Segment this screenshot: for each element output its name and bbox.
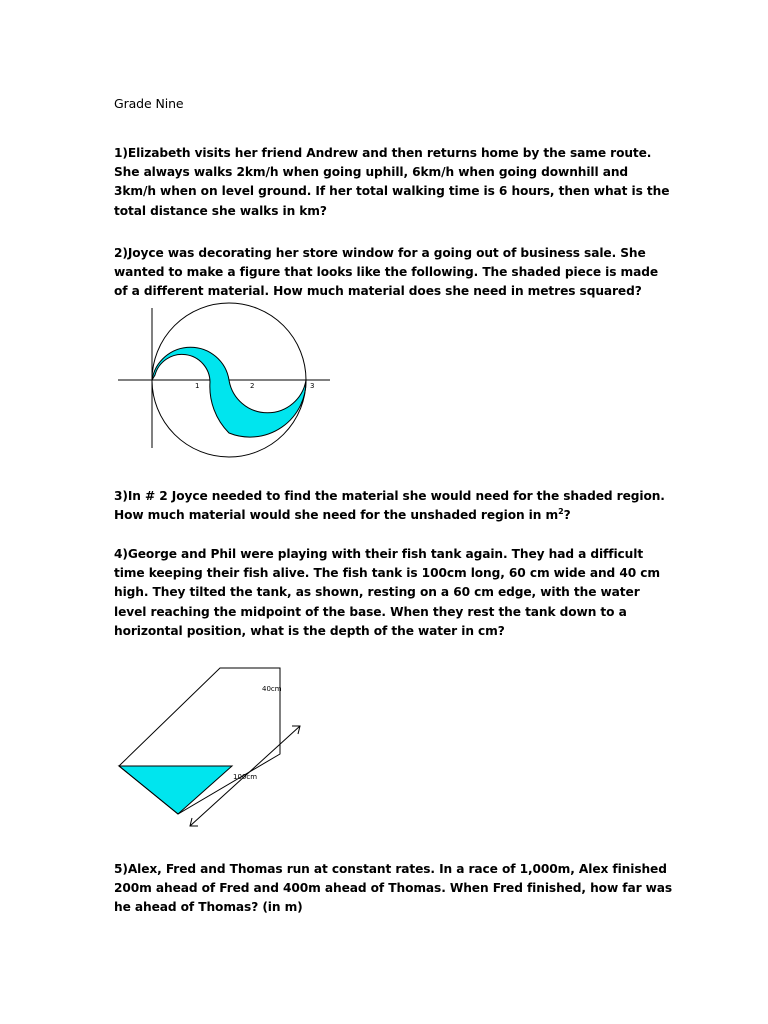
question-4: 4)George and Phil were playing with their fish tank again. They had a difficult time keeping their fish alive. The fish tank is 100cm long, 60 cm wide and 40 cm high. They tilted the tank, as shown, resting on a 60 cm edge, with the water level reaching the midpoint of the base. When they rest the tank down to a horizontal position, what is the depth of the water in cm?: [114, 547, 660, 638]
length-label: 100cm: [233, 773, 258, 781]
height-label: 40cm: [262, 685, 282, 693]
tilted-tank-figure: [100, 664, 320, 834]
water-region: [119, 766, 232, 814]
question-5: 5)Alex, Fred and Thomas run at constant rates. In a race of 1,000m, Alex finished 200m ahead of Fred and 400m ahead of Thomas. When Fred finished, how far was he ahead of Thomas? (in m): [114, 862, 673, 915]
tick-label-2: 2: [250, 382, 255, 390]
question-3-end: ?: [563, 508, 571, 523]
question-2: 2)Joyce was decorating her store window for a going out of business sale. She wanted to make a figure that looks like the following. The shaded piece is made of a different material. How much material does she need in metres squared?: [114, 246, 659, 299]
tick-label-1: 1: [195, 382, 200, 390]
question-3-text: 3)In # 2 Joyce needed to find the material she would need for the shaded region. How much material would she need for the unshaded region in m: [114, 489, 665, 523]
question-3-superscript: 2: [558, 507, 564, 517]
question-3: [114, 487, 674, 525]
question-1: 1)Elizabeth visits her friend Andrew and then returns home by the same route. She always walks 2km/h when going uphill, 6km/h when going downhill and 3km/h when on level ground. If her total walking time is 6 hours, then what is the total distance she walks in km?: [114, 146, 670, 218]
shaded-region: [152, 347, 306, 437]
page-title: Grade Nine: [114, 96, 184, 111]
yin-yang-figure: [100, 298, 340, 458]
tick-label-3: 3: [310, 382, 315, 390]
